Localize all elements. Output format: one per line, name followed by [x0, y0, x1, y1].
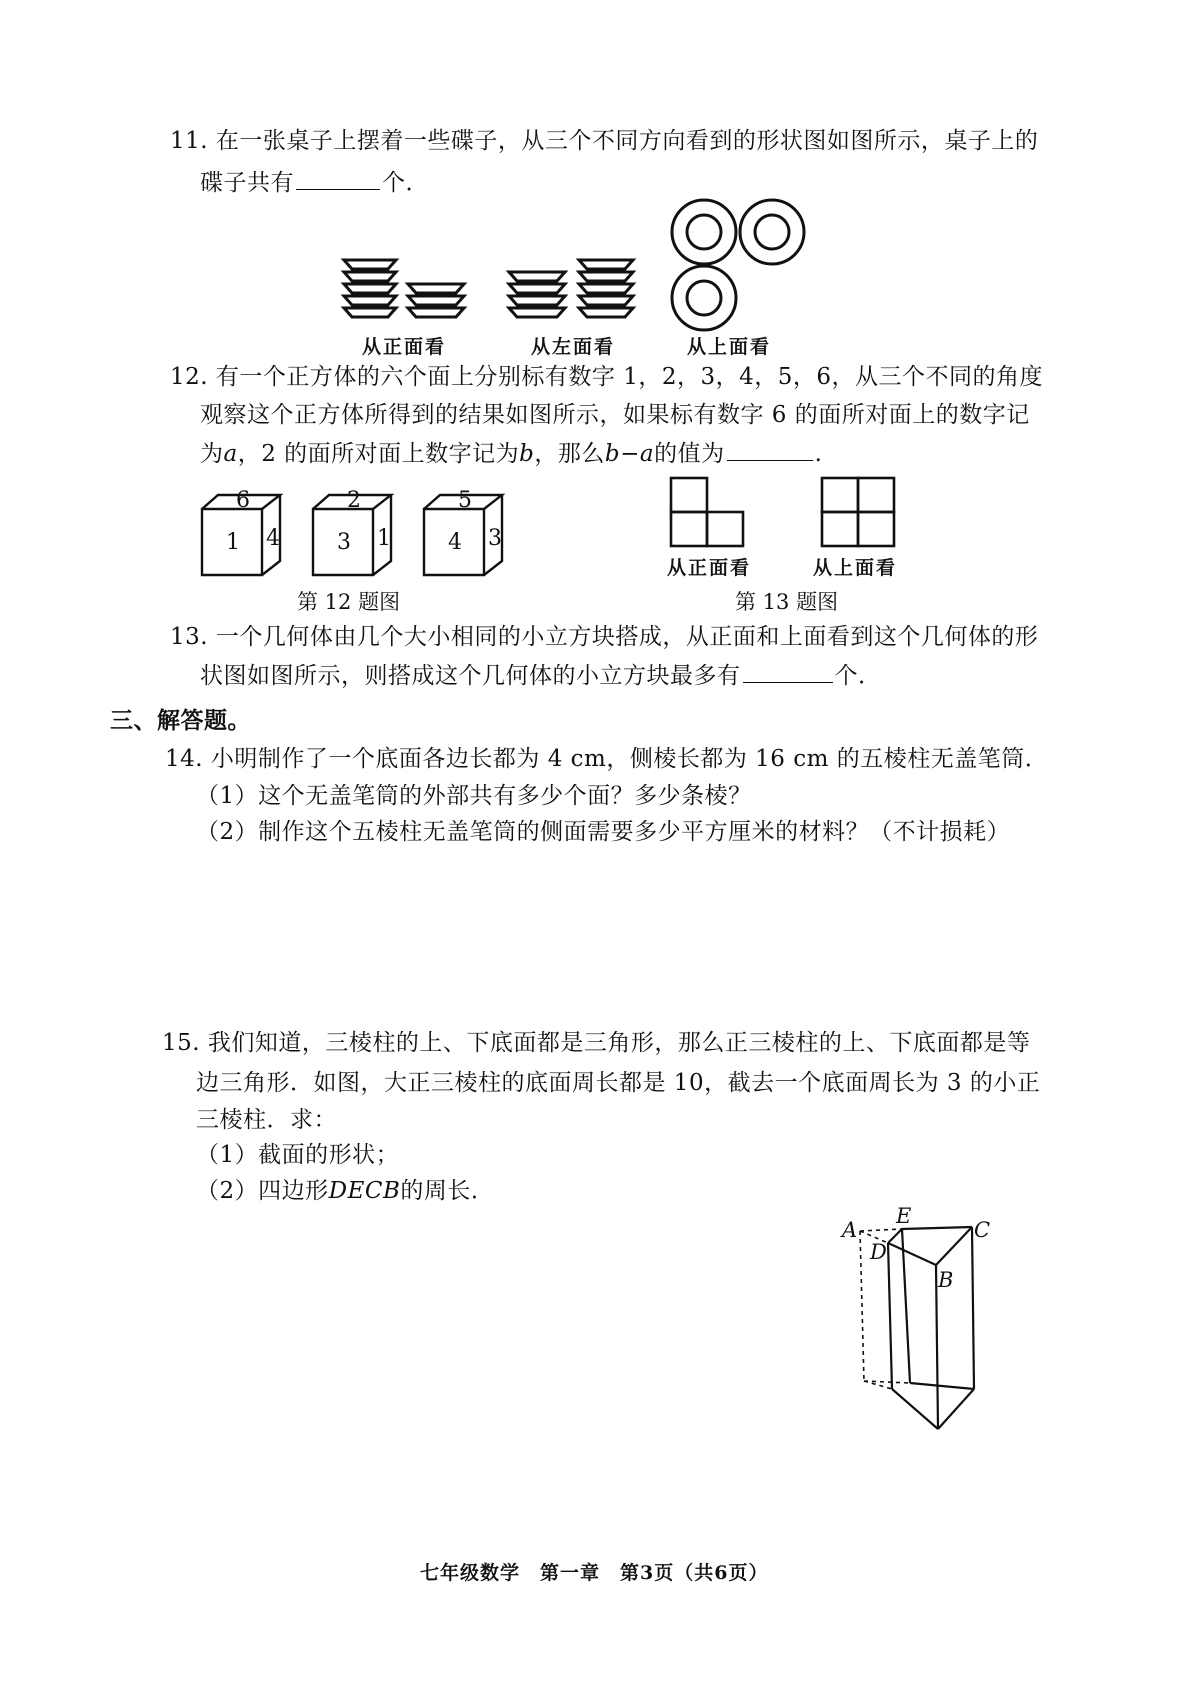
q12-figure-caption: 第 12 题图: [297, 590, 401, 614]
cube-2-side-number: 1: [377, 526, 391, 551]
q13-line2-pre: 状图如图所示，则搭成这个几何体的小立方块最多有: [200, 663, 741, 689]
q13-front-view: [669, 476, 749, 548]
q11-line2-pre: 碟子共有: [200, 170, 294, 196]
answer-blank-q12[interactable]: [727, 438, 813, 461]
q15-line1: 15. 我们知道，三棱柱的上、下底面都是三角形，那么正三棱柱的上、下底面都是等: [162, 1030, 1031, 1056]
var-a: a: [223, 441, 238, 467]
q13-line2-post: 个．: [834, 663, 882, 689]
q11-caption-top: 从上面看: [687, 336, 772, 358]
q15-line2: 边三角形．如图，大正三棱柱的底面周长都是 10，截去一个底面周长为 3 的小正: [196, 1070, 1041, 1096]
cube-1-top-number: 6: [236, 488, 250, 513]
q14-sub2: （2）制作这个五棱柱无盖笔筒的侧面需要多少平方厘米的材料？（不计损耗）: [196, 819, 1011, 845]
answer-blank-q11[interactable]: [296, 167, 380, 190]
q11-line2-post: 个．: [382, 170, 429, 196]
label-A: A: [842, 1218, 858, 1242]
plates-front-view: [340, 250, 480, 340]
q12-line3-end: .: [814, 441, 823, 467]
answer-blank-q13[interactable]: [743, 660, 833, 683]
q12-line3-pre: 为: [200, 441, 224, 467]
var-b: b: [519, 441, 535, 467]
label-D: D: [870, 1240, 887, 1264]
section-title: 三、解答题。: [110, 707, 251, 734]
cube-1-front-number: 1: [226, 530, 240, 555]
label-E: E: [896, 1204, 912, 1228]
cube-2-front-number: 3: [337, 530, 351, 555]
cube-2-top-number: 2: [347, 488, 361, 513]
plates-top-view: [668, 196, 818, 336]
quad-decb: DECB: [328, 1178, 401, 1204]
q12-line3-mid: ，2 的面所对面上数字记为: [237, 441, 520, 467]
q12-line3-post: 的值为: [654, 441, 725, 467]
q14-line1: 14. 小明制作了一个底面各边长都为 4 cm，侧棱长都为 16 cm 的五棱柱无盖笔筒．: [165, 746, 1049, 772]
cube-3: [418, 487, 510, 587]
cube-2: [307, 487, 399, 587]
cube-1: [196, 487, 288, 587]
q14-sub1: （1）这个无盖笔筒的外部共有多少个面？多少条棱？: [196, 783, 752, 809]
q12-line3-mid2: ，那么: [534, 441, 605, 467]
q12-line3: [200, 438, 822, 469]
triangular-prism-figure: [840, 1205, 1000, 1435]
q15-line3: 三棱柱．求：: [196, 1107, 337, 1133]
q11-caption-front: 从正面看: [362, 336, 447, 358]
cube-3-side-number: 3: [488, 526, 502, 551]
label-B: B: [938, 1268, 954, 1292]
plates-left-view: [505, 250, 645, 340]
q12-line2: 观察这个正方体所得到的结果如图所示，如果标有数字 6 的面所对面上的数字记: [200, 402, 1030, 428]
q11-line1: 11. 在一张桌子上摆着一些碟子，从三个不同方向看到的形状图如图所示，桌子上的: [170, 128, 1039, 154]
page-footer: 七年级数学 第一章 第3页（共6页）: [420, 1562, 769, 1584]
cube-3-front-number: 4: [448, 530, 462, 555]
q13-line2: [200, 660, 882, 691]
cube-1-side-number: 4: [266, 526, 280, 551]
label-C: C: [974, 1218, 991, 1242]
cube-3-top-number: 5: [458, 488, 472, 513]
q13-caption-front: 从正面看: [667, 557, 752, 579]
q11-line2: [200, 167, 429, 198]
q13-line1: 13. 一个几何体由几个大小相同的小立方块搭成，从正面和上面看到这个几何体的形: [170, 624, 1039, 650]
q12-line1: 12. 有一个正方体的六个面上分别标有数字 1，2，3，4，5，6，从三个不同的角度: [170, 364, 1043, 390]
q15-sub1: （1）截面的形状；: [196, 1142, 400, 1168]
q15-sub2-post: 的周长．: [400, 1178, 495, 1204]
q15-sub2-pre: （2）四边形: [196, 1178, 329, 1204]
expr-b-minus-a: b−a: [604, 441, 655, 467]
q13-caption-top: 从上面看: [813, 557, 898, 579]
q15-sub2: [196, 1176, 494, 1206]
q11-caption-left: 从左面看: [531, 336, 616, 358]
q13-figure-caption: 第 13 题图: [735, 590, 839, 614]
q13-top-view: [820, 476, 900, 548]
